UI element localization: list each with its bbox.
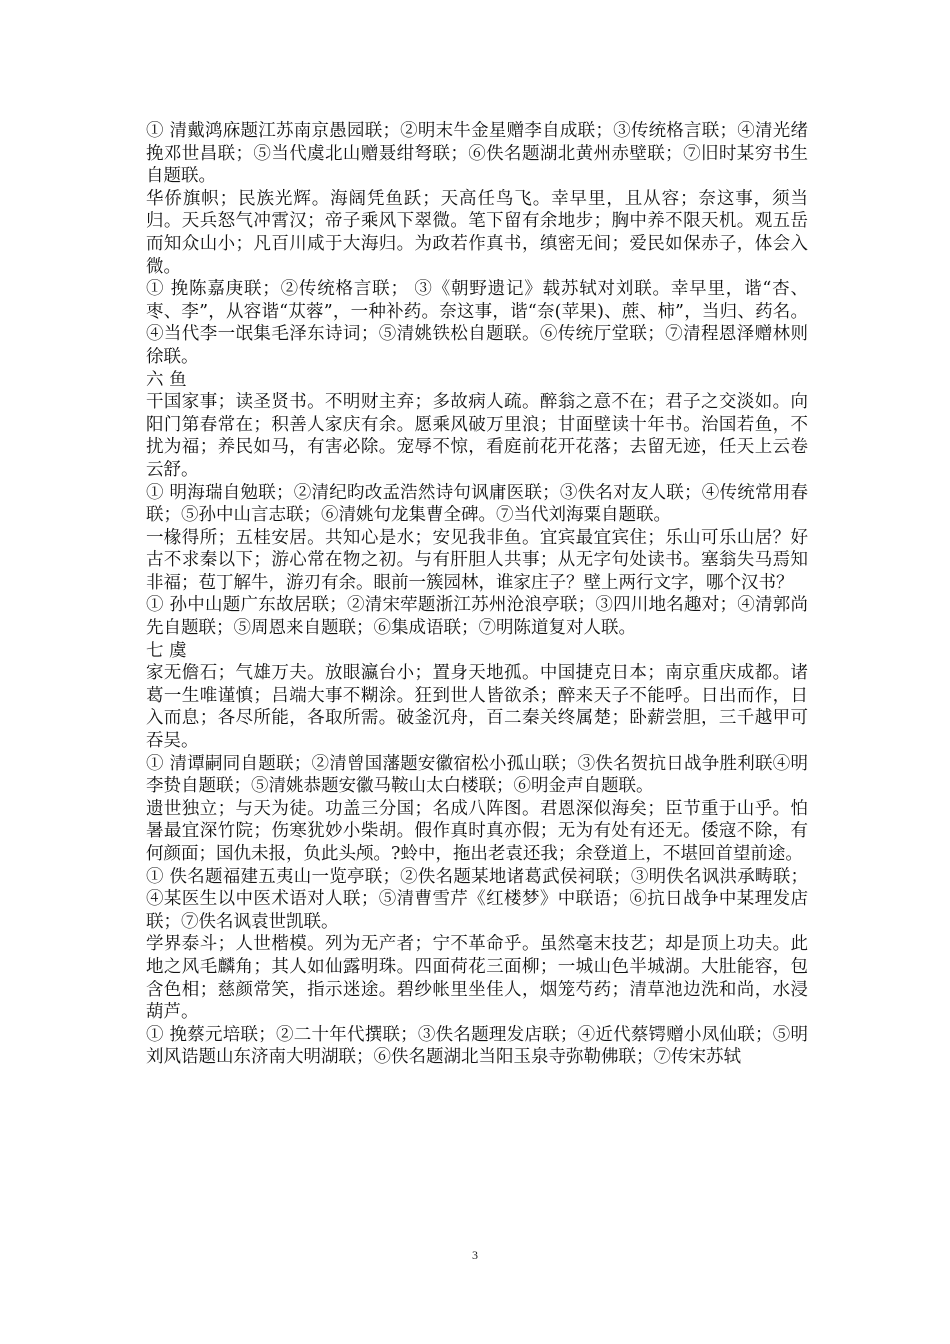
paragraph-notes-5: ① 清谭嗣同自题联；②清曾国藩题安徽宿松小孤山联；③佚名贺抗日战争胜利联④明李贽自题联；⑤清姚恭题安徽马鞍山太白楼联；⑥明金声自题联。: [146, 753, 808, 797]
paragraph-notes-7: ① 挽蔡元培联；②二十年代撰联；③佚名题理发店联；④近代蔡锷赠小凤仙联；⑤明刘风诰题山东济南大明湖联；⑥佚名题湖北当阳玉泉寺弥勒佛联；⑦传宋苏轼: [146, 1024, 808, 1068]
paragraph-couplets-5: 遗世独立；与天为徒。功盖三分国；名成八阵图。君恩深似海矣；臣节重于山乎。怕暑最宜深竹院；伤寒犹妙小柴胡。假作真时真亦假；无为有处有还无。倭寇不除，有何颜面；国仇未报，负此头颅。?蛉中，拖出老袁还我；余登道上，不堪回首望前途。: [146, 798, 808, 864]
paragraph-couplets-4: 家无儋石；气雄万夫。放眼瀛台小；置身天地孤。中国捷克日本；南京重庆成都。诸葛一生唯谨慎；吕端大事不糊涂。狂到世人皆欲杀；醉来天子不能呼。日出而作，日入而息；各尽所能，各取所需。破釜沉舟，百二秦关终属楚；卧薪尝胆，三千越甲可吞吴。: [146, 663, 808, 752]
paragraph-notes-4: ① 孙中山题广东故居联；②清宋荦题浙江苏州沧浪亭联；③四川地名趣对；④清郭尚先自题联；⑤周恩来自题联；⑥集成语联；⑦明陈道复对人联。: [146, 595, 808, 639]
section-heading-liu-yu: 六 鱼: [146, 369, 187, 390]
paragraph-notes-6: ① 佚名题福建五夷山一览亭联；②佚名题某地诸葛武侯祠联；③明佚名讽洪承畴联；④某医生以中医术语对人联；⑤清曹雪芹《红楼梦》中联语；⑥抗日战争中某理发店联；⑦佚名讽袁世凯联。: [146, 866, 808, 932]
paragraph-notes-3: ① 明海瑞自勉联；②清纪昀改孟浩然诗句讽庸医联；③佚名对友人联；④传统常用春联；⑤孙中山言志联；⑥清姚句龙集曹全碑。⑦当代刘海粟自题联。: [146, 482, 808, 526]
paragraph-couplets-2: 干国家事；读圣贤书。不明财主弃；多故病人疏。醉翁之意不在；君子之交淡如。向阳门第春常在；积善人家庆有余。愿乘风破万里浪；甘面壁读十年书。治国若鱼，不扰为福；养民如马，有害必除。宠辱不惊，看庭前花开花落；去留无迹，任天上云卷云舒。: [146, 392, 808, 480]
paragraph-couplets-1: 华侨旗帜；民族光辉。海阔凭鱼跃；天高任鸟飞。幸早里，且从容；奈这事，须当归。天兵怒气冲霄汉；帝子乘风下翠微。笔下留有余地步；胸中养不限天机。观五岳而知众山小；凡百川咸于大海归。为政若作真书，缜密无间；爱民如保赤子，体会入微。: [146, 188, 808, 277]
section-heading-qi-yu: 七 虞: [146, 640, 187, 661]
page-number: 3: [472, 1248, 478, 1262]
paragraph-couplets-3: 一椽得所；五桂安居。共知心是水；安见我非鱼。宜宾最宜宾住；乐山可乐山居？好古不求秦以下；游心常在物之初。与有肝胆人共事；从无字句处读书。塞翁失马焉知非福；苞丁解牛，游刃有余。眼前一簇园林，谁家庄子？壁上两行文字，哪个汉书？: [146, 527, 808, 593]
document-body: [146, 120, 808, 1069]
paragraph-notes-2: ① 挽陈嘉庚联；②传统格言联； ③《朝野遗记》载苏轼对刘联。幸早里，谐“杏、枣、李”，从容谐“苁蓉”，一种补药。奈这事，谐“奈(苹果)、蔗、柿”，当归、药名。④当代李一氓集毛泽东诗词；⑤清姚铁松自题联。⑥传统厅堂联；⑦清程恩泽赠林则徐联。: [146, 279, 808, 367]
paragraph-couplets-6: 学界泰斗；人世楷模。列为无产者；宁不革命乎。虽然毫末技艺；却是顶上功夫。此地之风毛麟角；其人如仙露明珠。四面荷花三面柳；一城山色半城湖。大肚能容，包含色相；慈颜常笑，指示迷途。碧纱帐里坐佳人，烟笼芍药；清草池边洗和尚，水浸葫芦。: [146, 934, 808, 1023]
paragraph-notes-1: ① 清戴鸿庥题江苏南京愚园联；②明末牛金星赠李自成联；③传统格言联；④清光绪挽邓世昌联；⑤当代虞北山赠聂绀弩联；⑥佚名题湖北黄州赤壁联；⑦旧时某穷书生自题联。: [146, 121, 808, 187]
